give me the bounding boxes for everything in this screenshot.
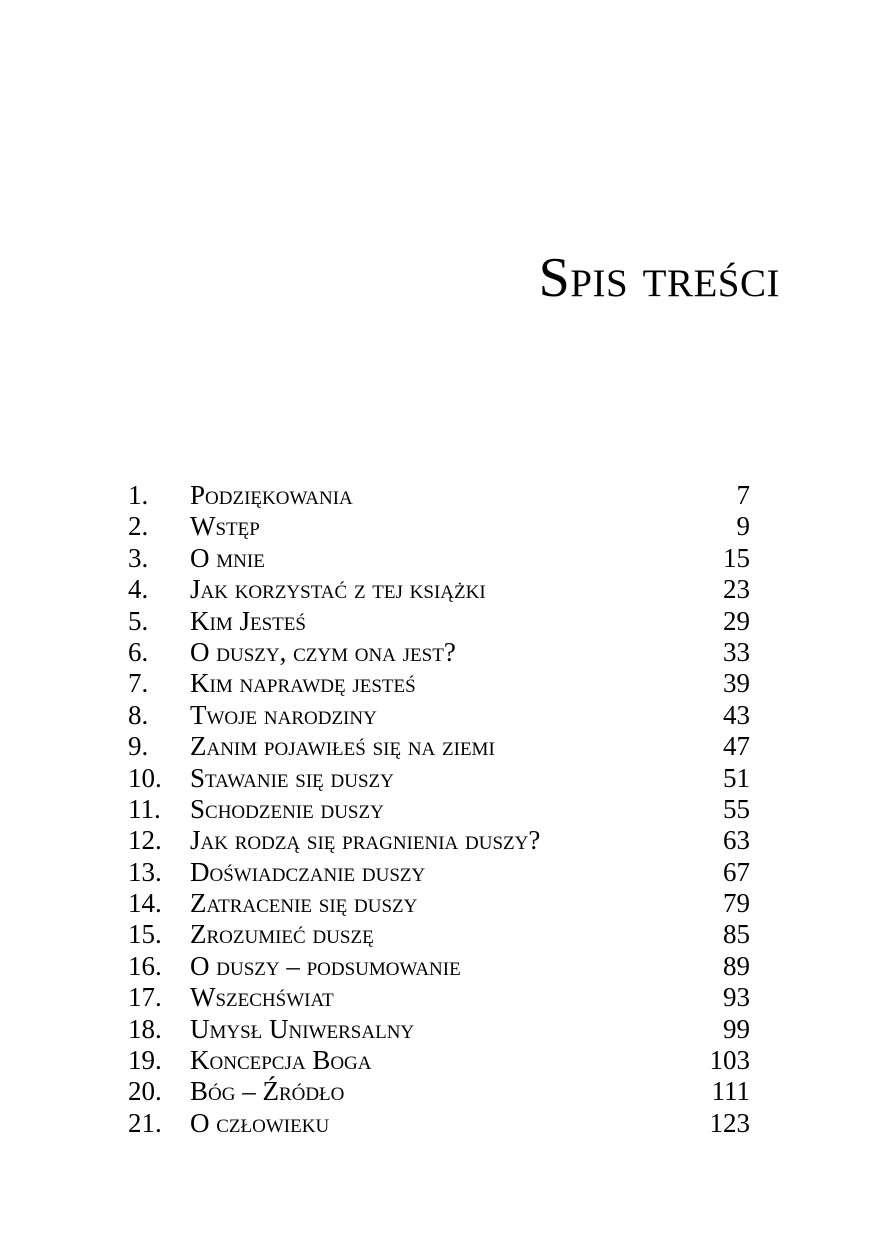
toc-entry-title: Zanim pojawiłeś się na ziemi <box>190 731 495 762</box>
table-of-contents <box>128 480 750 1139</box>
toc-entry-number: 20. <box>128 1076 162 1107</box>
toc-entry-page: 89 <box>723 950 750 981</box>
toc-entry-number: 4. <box>128 574 149 605</box>
toc-entry-page: 111 <box>711 1076 750 1107</box>
toc-entry-number: 13. <box>128 856 162 887</box>
toc-entry-page: 103 <box>709 1045 750 1076</box>
toc-entry-page: 99 <box>723 1013 750 1044</box>
toc-entry-title: Doświadczanie duszy <box>190 856 426 887</box>
toc-entry[interactable] <box>128 1014 750 1045</box>
toc-entry-title: Wszechświat <box>190 982 334 1013</box>
toc-entry-page: 23 <box>723 574 750 605</box>
toc-entry[interactable] <box>128 480 750 511</box>
toc-entry-number: 1. <box>128 480 149 510</box>
toc-entry-title: Kim Jesteś <box>190 605 306 636</box>
toc-entry[interactable] <box>128 668 750 699</box>
toc-entry[interactable] <box>128 888 750 919</box>
toc-entry-number: 14. <box>128 888 162 919</box>
toc-entry-page: 123 <box>709 1107 750 1138</box>
toc-entry-number: 18. <box>128 1013 162 1044</box>
toc-entry-number: 7. <box>128 668 149 699</box>
toc-entry-page: 51 <box>723 762 750 793</box>
toc-entry-title: Zatracenie się duszy <box>190 888 418 919</box>
toc-entry-page: 9 <box>736 511 750 542</box>
toc-entry-number: 9. <box>128 731 149 762</box>
toc-entry-number: 3. <box>128 542 149 573</box>
toc-entry-title: Koncepcja Boga <box>190 1045 372 1076</box>
toc-entry-title: Wstęp <box>190 511 260 542</box>
toc-entry-page: 67 <box>723 856 750 887</box>
toc-entry[interactable] <box>128 951 750 982</box>
toc-entry-title: Zrozumieć duszę <box>190 919 374 950</box>
toc-entry[interactable] <box>128 1108 750 1139</box>
toc-entry-title: Kim naprawdę jesteś <box>190 668 416 699</box>
toc-entry[interactable] <box>128 543 750 574</box>
toc-entry[interactable] <box>128 1045 750 1076</box>
toc-entry[interactable] <box>128 700 750 731</box>
toc-entry-number: 5. <box>128 605 149 636</box>
toc-entry[interactable] <box>128 857 750 888</box>
toc-entry-title: O człowieku <box>190 1107 330 1138</box>
toc-entry-page: 85 <box>723 919 750 950</box>
toc-entry-title: Schodzenie duszy <box>190 793 384 824</box>
toc-entry-page: 39 <box>723 668 750 699</box>
toc-entry-number: 12. <box>128 825 162 856</box>
toc-entry[interactable] <box>128 919 750 950</box>
toc-entry-page: 63 <box>723 825 750 856</box>
toc-entry[interactable] <box>128 637 750 668</box>
toc-entry[interactable] <box>128 794 750 825</box>
toc-entry-page: 33 <box>723 636 750 667</box>
toc-entry-title: Stawanie się duszy <box>190 762 394 793</box>
toc-entry[interactable] <box>128 574 750 605</box>
toc-entry-number: 17. <box>128 982 162 1013</box>
toc-entry-number: 15. <box>128 919 162 950</box>
toc-entry-title: O mnie <box>190 542 265 573</box>
toc-entry[interactable] <box>128 731 750 762</box>
toc-entry-number: 6. <box>128 636 149 667</box>
toc-entry-title: Podziękowania <box>190 480 353 510</box>
toc-entry-number: 2. <box>128 511 149 542</box>
toc-entry-number: 21. <box>128 1107 162 1138</box>
toc-entry[interactable] <box>128 763 750 794</box>
toc-entry-page: 55 <box>723 793 750 824</box>
toc-entry-title: Twoje narodziny <box>190 699 377 730</box>
toc-entry-number: 11. <box>128 793 161 824</box>
toc-entry-title: Bóg – Źródło <box>190 1076 345 1107</box>
toc-entry[interactable] <box>128 606 750 637</box>
toc-entry-number: 10. <box>128 762 162 793</box>
toc-entry-title: Jak rodzą się pragnienia duszy? <box>190 825 541 856</box>
toc-entry-page: 93 <box>723 982 750 1013</box>
toc-entry-number: 19. <box>128 1045 162 1076</box>
toc-entry-page: 47 <box>723 731 750 762</box>
toc-entry-title: Jak korzystać z tej książki <box>190 574 486 605</box>
toc-entry-number: 16. <box>128 950 162 981</box>
toc-entry-page: 7 <box>736 480 750 510</box>
toc-entry-title: O duszy – podsumowanie <box>190 950 461 981</box>
toc-entry[interactable] <box>128 1076 750 1107</box>
toc-entry[interactable] <box>128 511 750 542</box>
toc-entry[interactable] <box>128 982 750 1013</box>
toc-entry-number: 8. <box>128 699 149 730</box>
page-title: Spis treści <box>538 247 780 309</box>
toc-entry-page: 29 <box>723 605 750 636</box>
toc-entry-page: 15 <box>723 542 750 573</box>
toc-entry-title: O duszy, czym ona jest? <box>190 636 456 667</box>
toc-entry-page: 79 <box>723 888 750 919</box>
toc-entry-title: Umysł Uniwersalny <box>190 1013 415 1044</box>
toc-entry-page: 43 <box>723 699 750 730</box>
toc-entry[interactable] <box>128 825 750 856</box>
